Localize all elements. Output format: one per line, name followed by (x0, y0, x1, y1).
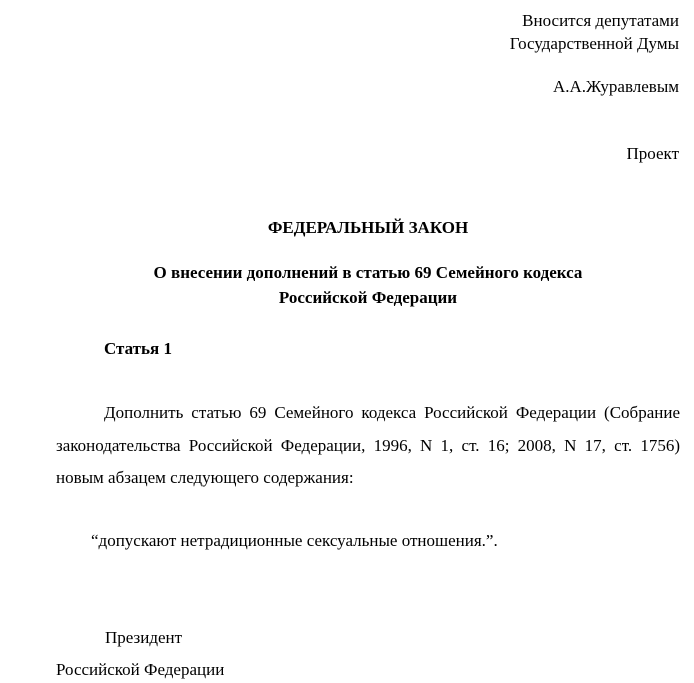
article-body: Дополнить статью 69 Семейного кодекса Российской Федерации (Собрание законодательства Российской Федерации, 1996, N 1, ст. 16; 2008, N 17, ст. 1756) новым абзацем следующего содержания: (56, 403, 680, 487)
submitted-by-line-2: Государственной Думы (509, 34, 679, 53)
draft-status: Проект (626, 144, 679, 163)
signature-title-line-2: Российской Федерации (56, 660, 225, 679)
signature-title-line-1: Президент (105, 628, 183, 647)
author-name: А.А.Журавлевым (552, 77, 679, 96)
document-subject-line-2: Российской Федерации (278, 288, 458, 307)
document-subject-line-1: О внесении дополнений в статью 69 Семейного кодекса (153, 263, 583, 282)
amendment-quote: “допускают нетрадиционные сексуальные отношения.”. (91, 531, 498, 550)
submitted-by-line-1: Вносится депутатами (522, 11, 679, 30)
article-heading: Статья 1 (104, 339, 172, 358)
document-type-title: ФЕДЕРАЛЬНЫЙ ЗАКОН (267, 218, 469, 237)
